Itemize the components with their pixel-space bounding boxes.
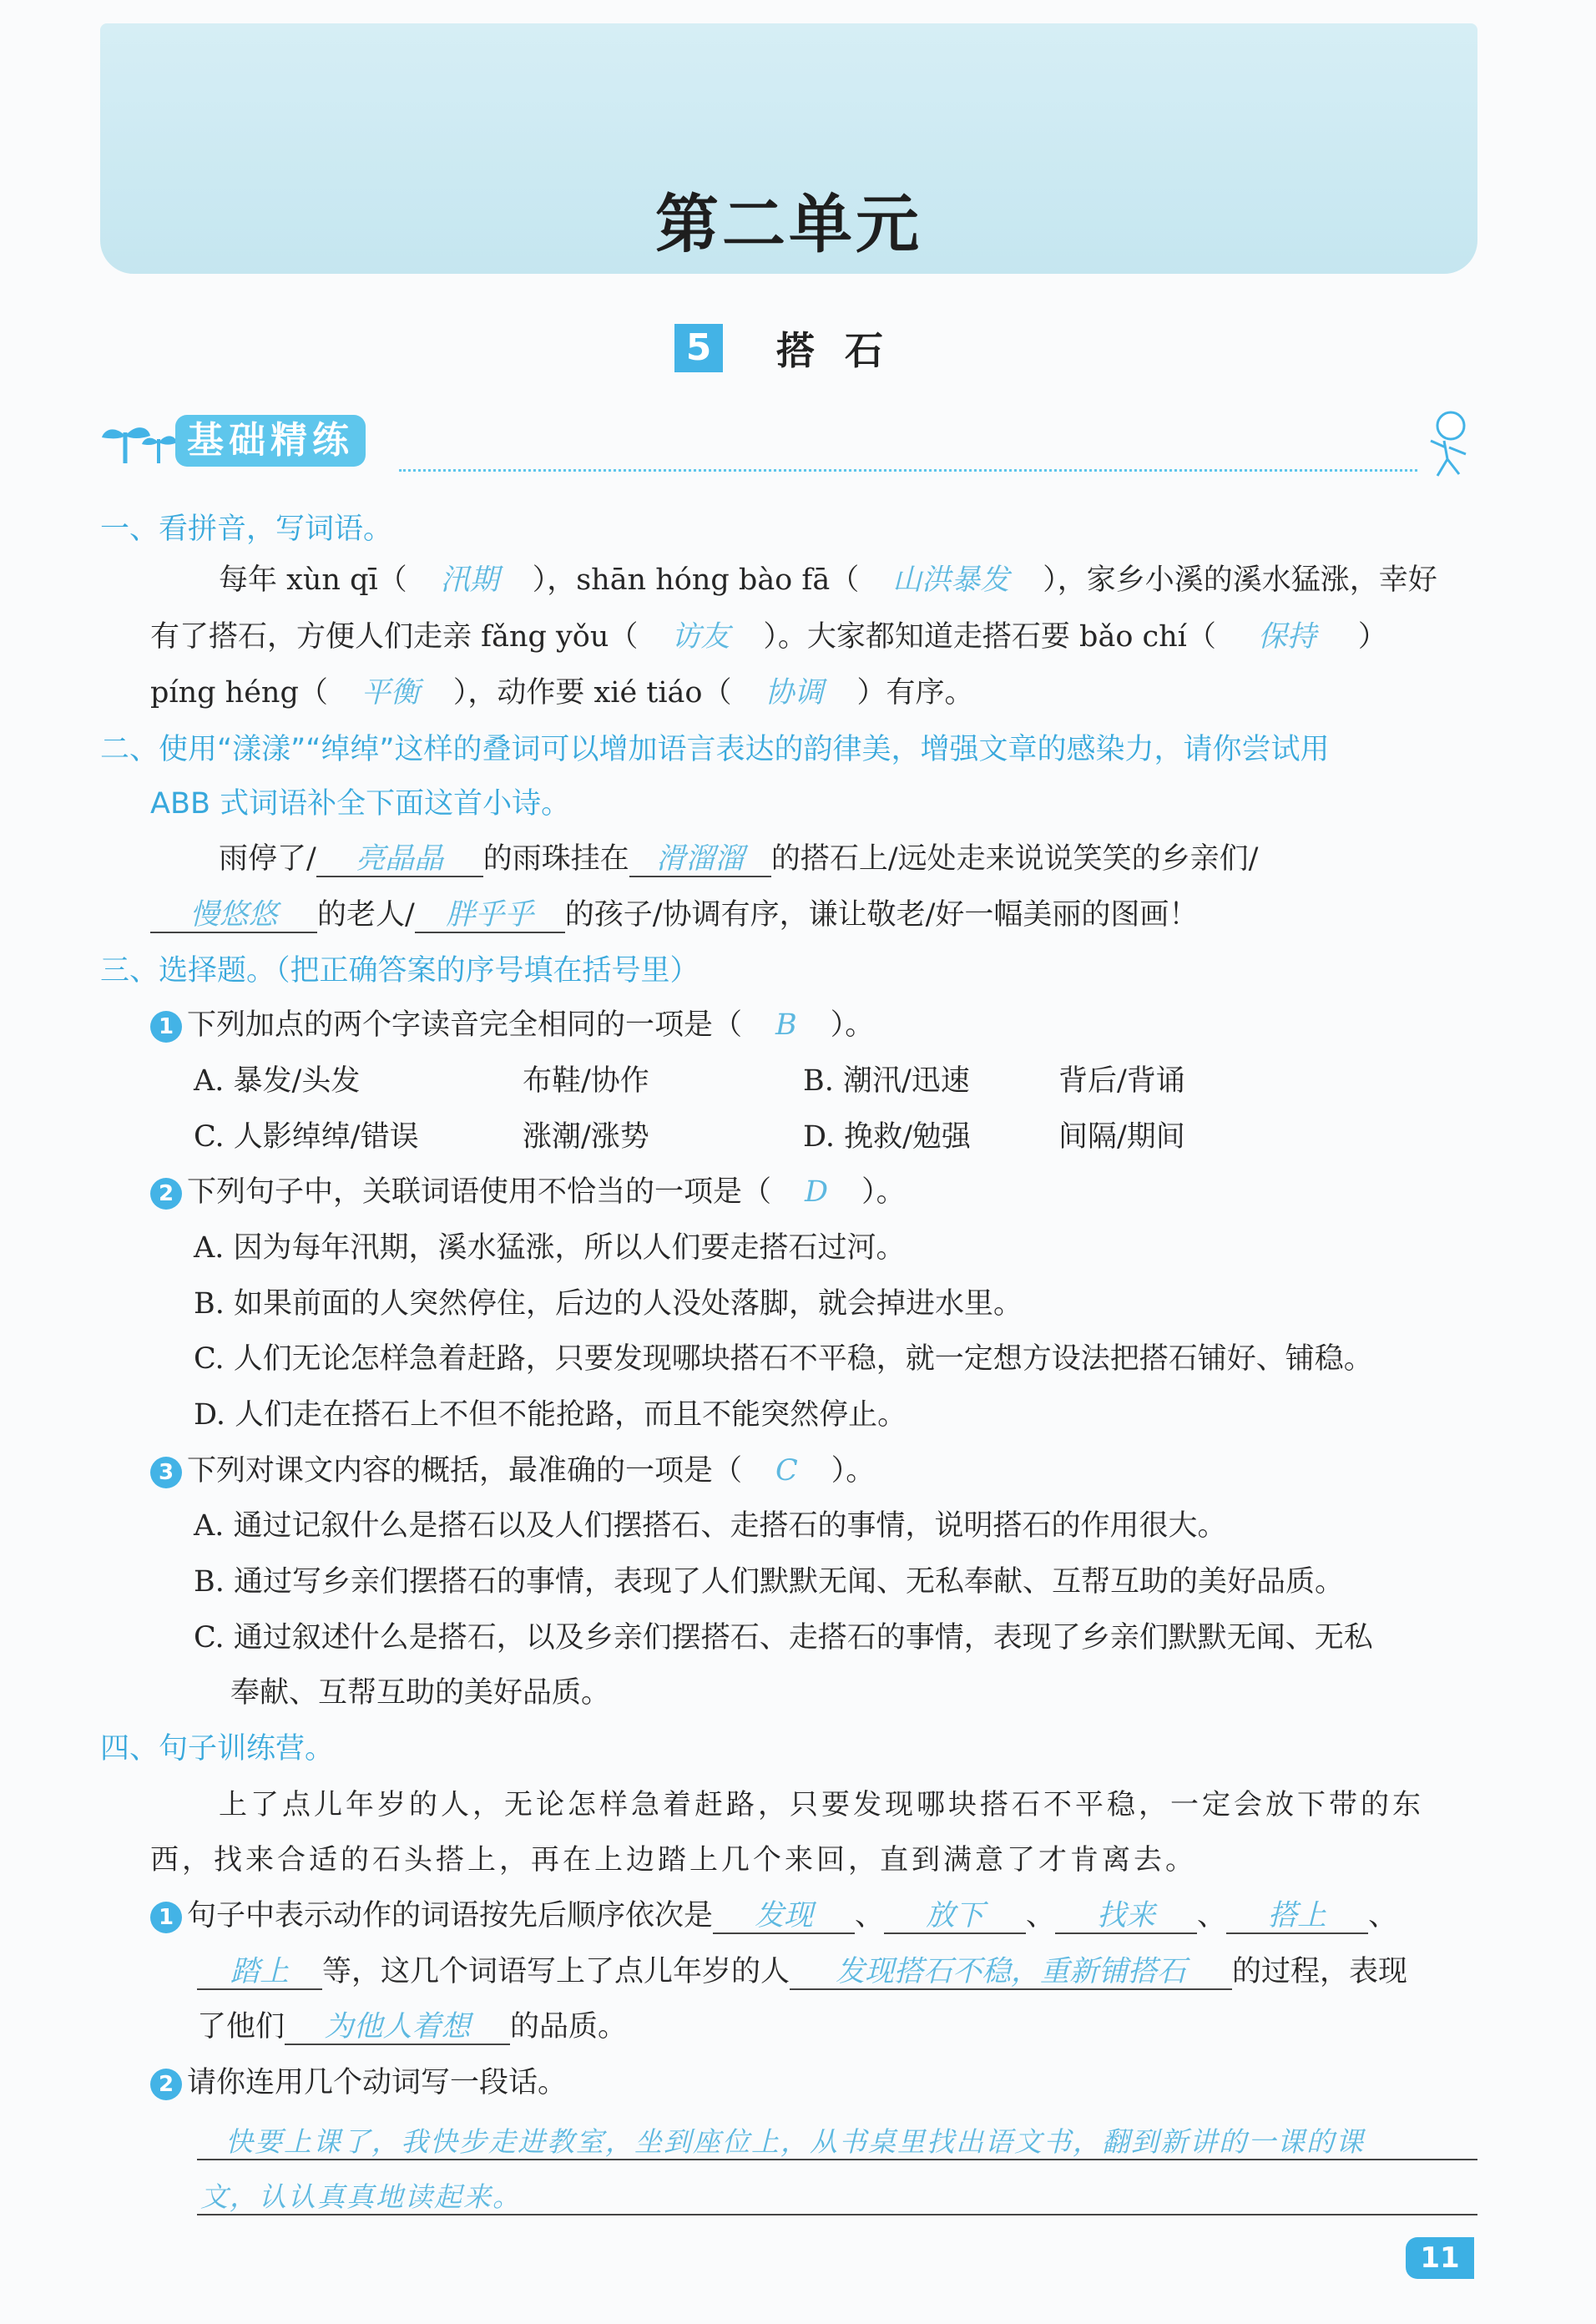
answer-xunqi: 汛期 [440, 563, 499, 597]
answer-shanhongbaofa: 山洪暴发 [892, 563, 1010, 597]
answer-process: 发现搭石不稳，重新铺搭石 [790, 1956, 1232, 1990]
answer-tashang: 踏上 [197, 1956, 322, 1990]
section-divider [399, 469, 1417, 472]
q4-s2-answer-line1: 快要上课了，我快步走进教室，坐到座位上，从书桌里找出语文书，翻到新讲的一课的课 [225, 2125, 1365, 2158]
unit-banner [100, 23, 1477, 274]
q4-passage-line2: 西，找来合适的石头搭上，再在上边踏上几个来回，直到满意了才肯离去。 [150, 1843, 1197, 1877]
number-badge-2b: 2 [150, 2069, 182, 2100]
answer-dashang: 搭上 [1226, 1900, 1368, 1934]
answer-liangjingjing: 亮晶晶 [316, 843, 483, 877]
q3-s2-opt-a: A. 因为每年汛期，溪水猛涨，所以人们要走搭石过河。 [194, 1231, 906, 1265]
q3-s2-answer: D [805, 1175, 829, 1209]
q3-s1-opt-d: D. 挽救/勉强 [803, 1120, 971, 1154]
answer-faxian: 发现 [713, 1900, 855, 1934]
q3-s3-answer: C [775, 1454, 798, 1488]
number-badge-1: 1 [150, 1011, 182, 1043]
q3-s3-opt-c-cont: 奉献、互帮互助的美好品质。 [230, 1676, 611, 1710]
q3-s1-answer: B [775, 1008, 797, 1042]
q1-line1: 每年 xùn qī（ 汛期 ），shān hóng bào fā（ 山洪暴发 ），家乡小溪的溪水猛涨，幸好 [219, 563, 1437, 597]
section-title: 基础精练 [175, 415, 366, 467]
answer-manyouyou: 慢悠悠 [150, 899, 317, 933]
answer-fangyou: 访友 [671, 620, 730, 654]
writing-line-1 [197, 2159, 1477, 2160]
q4-s1-line2: 踏上 等，这几个词语写上了点儿年岁的人 发现搭石不稳，重新铺搭石 的过程，表现 [197, 1948, 1407, 1990]
q3-title: 三、选择题。（把正确答案的序号填在括号里） [100, 954, 700, 988]
page-number: 11 [1406, 2237, 1474, 2279]
q2-line2: 慢悠悠 的老人/ 胖乎乎 的孩子/协调有序，谦让敬老/好一幅美丽的图画！ [150, 892, 1198, 933]
writing-line-2 [197, 2214, 1477, 2215]
q3-s1-opt-b2: 背后/背诵 [1058, 1064, 1185, 1098]
q3-s1-opt-d2: 间隔/期间 [1058, 1120, 1185, 1154]
q3-s3-opt-b: B. 通过写乡亲们摆搭石的事情，表现了人们默默无闻、无私奉献、互帮互助的美好品质。 [194, 1565, 1344, 1599]
q4-title: 四、句子训练营。 [100, 1732, 335, 1766]
q3-s3-opt-c: C. 通过叙述什么是搭石，以及乡亲们摆搭石、走搭石的事情，表现了乡亲们默默无闻、无私 [194, 1621, 1373, 1655]
q1-title: 一、看拼音，写词语。 [100, 513, 393, 546]
number-badge-1b: 1 [150, 1902, 182, 1933]
q3-s1-opt-a2: 布鞋/协作 [523, 1064, 649, 1098]
q2-title-line2: ABB 式词语补全下面这首小诗。 [150, 787, 571, 821]
q3-s2-stem: 2 下列句子中，关联词语使用不恰当的一项是（ D ）。 [150, 1169, 906, 1210]
sprout-icon [100, 417, 179, 467]
q4-s2-answer-line2: 文，认认真真地读起来。 [200, 2180, 522, 2213]
q1-line3: píng héng（ 平衡 ），动作要 xié tiáo（ 协调 ）有序。 [150, 676, 974, 710]
unit-title: 第二单元 [655, 187, 922, 261]
q4-s1-line1: 1 句子中表示动作的词语按先后顺序依次是 发现 、 放下 、 找来 、 搭上 、 [150, 1892, 1397, 1934]
q3-s2-opt-c: C. 人们无论怎样急着赶路，只要发现哪块搭石不平稳，就一定想方设法把搭石铺好、铺稳。 [194, 1342, 1373, 1376]
q2-title-line1: 二、使用“漾漾”“绰绰”这样的叠词可以增加语言表达的韵律美，增强文章的感染力，请你尝试用 [100, 733, 1330, 766]
q3-s1-stem: 1 下列加点的两个字读音完全相同的一项是（ B ）。 [150, 1002, 874, 1043]
q3-s2-opt-d: D. 人们走在搭石上不但不能抢路，而且不能突然停止。 [194, 1398, 907, 1432]
q1-line2: 有了搭石，方便人们走亲 fǎng yǒu（ 访友 ）。大家都知道走搭石要 bǎo chí（ 保持 ） [150, 620, 1387, 654]
answer-pingheng: 平衡 [361, 676, 420, 710]
q2-line1: 雨停了/ 亮晶晶 的雨珠挂在 滑溜溜 的搭石上/远处走来说说笑笑的乡亲们/ [219, 842, 1259, 876]
running-kid-icon [1419, 407, 1477, 482]
answer-hualiuliu: 滑溜溜 [629, 843, 771, 877]
q3-s1-opt-c2: 涨潮/涨势 [523, 1120, 649, 1154]
answer-zhaolai: 找来 [1055, 1900, 1197, 1934]
q4-s1-line3: 了他们 为他人着想 的品质。 [197, 2010, 628, 2044]
answer-baochi: 保持 [1257, 620, 1316, 654]
answer-xietiao: 协调 [765, 676, 824, 710]
answer-panghuhu: 胖乎乎 [415, 899, 565, 933]
q3-s1-opt-a: A. 暴发/头发 [194, 1064, 361, 1098]
answer-fangxia: 放下 [884, 1900, 1026, 1934]
q4-passage-line1: 上了点儿年岁的人，无论怎样急着赶路，只要发现哪块搭石不平稳，一定会放下带的东 [219, 1788, 1424, 1821]
q3-s1-opt-b: B. 潮汛/迅速 [803, 1064, 970, 1098]
q3-s1-opt-c: C. 人影绰绰/错误 [194, 1120, 419, 1154]
lesson-number-badge: 5 [674, 324, 723, 372]
q3-s3-opt-a: A. 通过记叙什么是搭石以及人们摆搭石、走搭石的事情，说明搭石的作用很大。 [194, 1509, 1227, 1543]
q4-s2-stem: 2 请你连用几个动词写一段话。 [150, 2059, 567, 2101]
lesson-title: 搭石 [776, 328, 913, 373]
q3-s3-stem: 3 下列对课文内容的概括，最准确的一项是（ C ）。 [150, 1447, 875, 1489]
number-badge-3: 3 [150, 1457, 182, 1488]
answer-quality: 为他人着想 [285, 2011, 510, 2045]
q3-s2-opt-b: B. 如果前面的人突然停住，后边的人没处落脚，就会掉进水里。 [194, 1287, 1023, 1321]
number-badge-2: 2 [150, 1178, 182, 1210]
